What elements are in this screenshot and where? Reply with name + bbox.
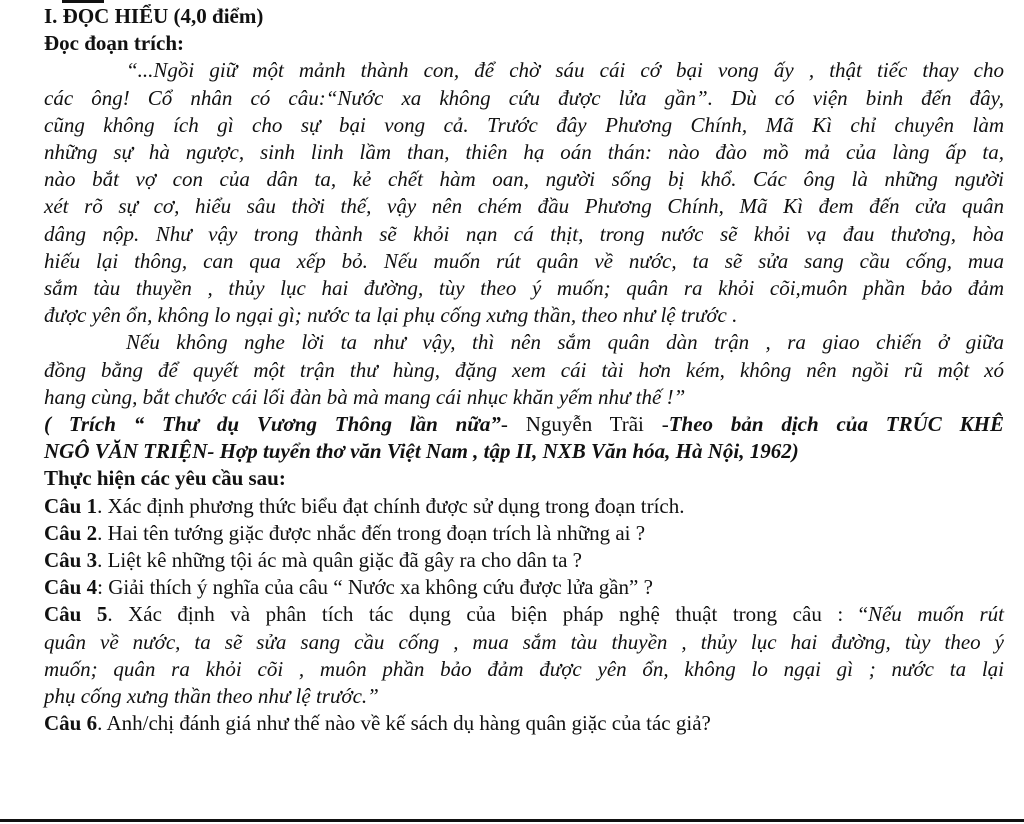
passage-line: nào bắt vợ con của dân ta, kẻ chết hàm oan, người sống bị khổ. Các ông là những người	[44, 167, 1004, 192]
question-5-text: . Xác định và phân tích tác dụng của biện pháp nghệ thuật trong câu : “	[107, 602, 868, 627]
question-5-quote-start: Nếu muốn rút	[867, 602, 1004, 627]
passage-line: “...Ngồi giữ một mảnh thành con, để chờ sáu cái cớ bại vong ấy , thật tiếc thay cho	[126, 58, 1004, 83]
read-label: Đọc đoạn trích:	[44, 31, 184, 56]
section-title: I. ĐỌC HIỂU (4,0 điểm)	[44, 4, 264, 28]
question-5	[44, 601, 1004, 710]
citation-line-2: NGÔ VĂN TRIỆN- Hợp tuyển thơ văn Việt Nam , tập II, NXB Văn hóa, Hà Nội, 1962)	[44, 439, 799, 464]
question-2-text: . Hai tên tướng giặc được nhắc đến trong đoạn trích là những ai ?	[97, 520, 646, 545]
question-5-line-1	[44, 601, 1004, 628]
question-5-quote-line: phụ cống xưng thần theo như lệ trước.”	[44, 684, 379, 709]
question-4-label: Câu 4	[44, 575, 98, 600]
passage-line: những sự hà ngược, sinh linh lầm than, thiên hạ oán thán: nào đào mồ mả của làng ấp ta,	[44, 140, 1004, 165]
citation-title: ( Trích “ Thư dụ Vương Thông lần nữa”	[44, 412, 501, 437]
question-5-label: Câu 5	[44, 602, 108, 627]
passage-line: sắm tàu thuyền , thủy lục hai đường, tùy theo ý muốn; quân ra khỏi cõi,muôn phần bảo đảm	[44, 276, 1004, 301]
question-5-quote-line: quân về nước, ta sẽ sửa sang cầu cống , mua sắm tàu thuyền , thủy lục hai đường, tùy theo ý	[44, 629, 1004, 654]
question-2-label: Câu 2	[44, 520, 98, 545]
citation-translator: Theo bản dịch của TRÚC KHÊ	[668, 412, 1004, 437]
question-2	[44, 520, 1004, 547]
question-1	[44, 493, 1004, 520]
question-3-label: Câu 3	[44, 548, 98, 573]
question-1-label: Câu 1	[44, 493, 98, 518]
passage-line: các ông! Cổ nhân có câu:“Nước xa không cứu được lửa gần”. Dù có viện binh đến đây,	[44, 85, 1004, 110]
question-3-text: . Liệt kê những tội ác mà quân giặc đã gây ra cho dân ta ?	[97, 548, 582, 573]
citation-line-1	[44, 411, 1004, 438]
passage-line: cũng không ích gì cho sự bại vong cả. Trước đây Phương Chính, Mã Kì chỉ chuyên làm	[44, 112, 1004, 137]
passage-paragraph-1	[44, 57, 1004, 329]
question-3	[44, 547, 1004, 574]
question-1-text: . Xác định phương thức biểu đạt chính được sử dụng trong đoạn trích.	[97, 493, 685, 518]
question-4-text: : Giải thích ý nghĩa của câu “ Nước xa không cứu được lửa gần” ?	[97, 575, 653, 600]
passage-line: được yên ổn, không lo ngại gì; nước ta lại phụ cống xưng thần, theo như lệ trước .	[44, 303, 738, 328]
passage-line: đồng bằng để quyết một trận thư hùng, đặng xem cái tài hơn kém, không nên ngồi rũ một xó	[44, 357, 1004, 382]
bottom-rule	[0, 819, 1024, 822]
question-6-label: Câu 6	[44, 711, 98, 736]
passage-line: xét rõ sự cơ, hiểu sâu thời thế, vậy nên chém đầu Phương Chính, Mã Kì đem đến cửa quân	[44, 194, 1004, 219]
passage-paragraph-2	[44, 329, 1004, 411]
question-6	[44, 710, 1004, 737]
citation-author: - Nguyễn Trãi -	[500, 412, 669, 437]
question-4	[44, 574, 1004, 601]
document-page	[0, 3, 1024, 737]
question-5-quote-line: muốn; quân ra khỏi cõi , muôn phần bảo đảm được yên ổn, không lo ngại gì ; nước ta lại	[44, 656, 1004, 681]
passage-line: hiếu lại thông, can qua xếp bỏ. Nếu muốn rút quân về nước, ta sẽ sửa sang cầu cống, mua	[44, 248, 1004, 273]
tasks-heading: Thực hiện các yêu cầu sau:	[44, 466, 286, 491]
passage-line: Nếu không nghe lời ta như vậy, thì nên sắm quân dàn trận , ra giao chiến ở giữa	[126, 330, 1004, 355]
question-6-text: . Anh/chị đánh giá như thế nào về kế sách dụ hàng quân giặc của tác giả?	[97, 711, 711, 736]
passage-line: dâng nộp. Như vậy trong thành sẽ khỏi nạn cá thịt, trong nước sẽ khỏi vạ đau thương, hòa	[44, 221, 1004, 246]
passage-line: hang cùng, bắt chước cái lối đàn bà mà mang cái nhục khăn yếm như thế !”	[44, 384, 686, 409]
citation	[44, 411, 1004, 465]
